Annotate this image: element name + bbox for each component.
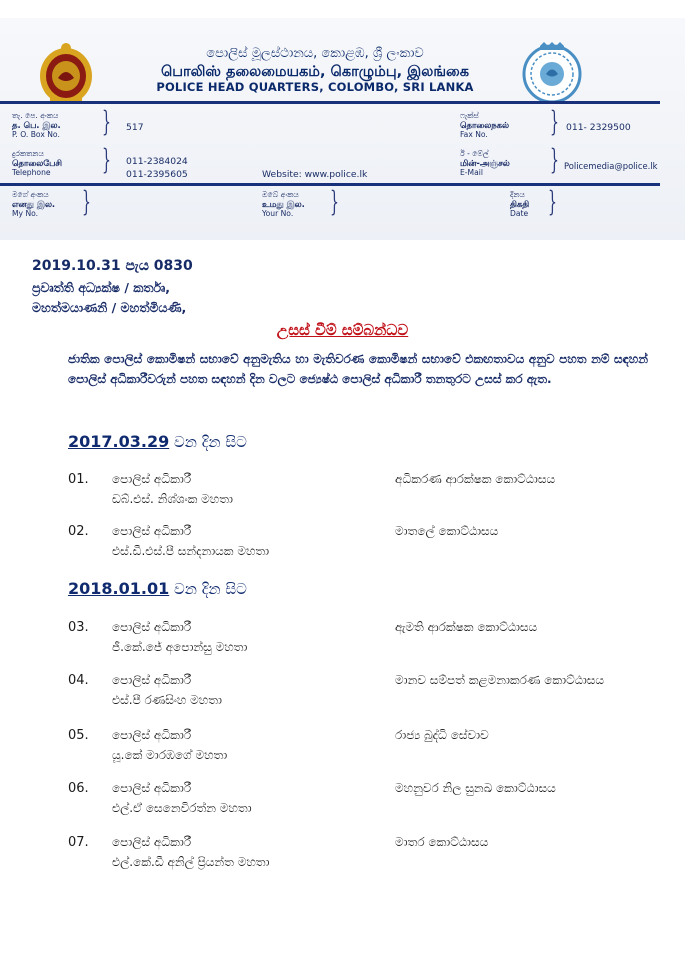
letterhead-title-english: POLICE HEAD QUARTERS, COLOMBO, SRI LANKA <box>156 80 474 94</box>
row-rank: පොලිස් අධිකාරී <box>112 835 192 849</box>
promotion-row <box>0 728 685 768</box>
row-number: 01. <box>68 472 89 487</box>
telephone-value-2: 011-2395605 <box>126 169 188 180</box>
promotion-row <box>0 472 685 512</box>
letterhead <box>0 0 685 240</box>
promotion-row <box>0 524 685 564</box>
row-number: 05. <box>68 728 89 743</box>
promotion-row <box>0 835 685 875</box>
row-name: එල්.කේ.ඩී අනිල් ප්‍රියන්ත මහතා <box>112 855 270 869</box>
row-number: 07. <box>68 835 89 850</box>
police-emblem-icon <box>520 38 584 106</box>
row-number: 02. <box>68 524 89 539</box>
fax-value: 011- 2329500 <box>566 122 631 133</box>
brace-decoration: } <box>550 105 559 138</box>
brace-decoration: } <box>330 185 339 218</box>
letter-date: 2019.10.31 පැය 0830 <box>32 258 193 274</box>
brace-decoration: } <box>102 143 111 176</box>
brace-decoration: } <box>550 143 559 176</box>
letterhead-title-sinhala: පොලිස් මූලස්ථානය, කොළඹ, ශ්‍රී ලංකාව <box>206 46 424 61</box>
row-name: ජී.කේ.ජේ අපොන්සු මහතා <box>112 640 248 654</box>
row-name: එස්.පී රණසිංහ මහතා <box>112 693 222 707</box>
row-division: අධිකරණ ආරක්ෂක කොට්ඨාසය <box>395 472 556 486</box>
recipient-line: ප්‍රවෘත්ති අධ්‍යක්ෂ / කර්තෘ, <box>32 280 170 295</box>
promotion-row <box>0 673 685 713</box>
section-heading-1: 2017.03.29 වන දින සිට <box>68 432 247 451</box>
row-name: එල්.ඒ සෙනෙවිරත්න මහතා <box>112 801 252 815</box>
row-division: මානව සම්පත් කළමනාකරණ කොට්ඨාසය <box>395 673 605 687</box>
row-name: යූ.කේ මාරඹගේ මහතා <box>112 748 228 762</box>
row-rank: පොලිස් අධිකාරී <box>112 781 192 795</box>
row-division: මාතර කොට්ඨාසය <box>395 835 489 849</box>
row-number: 03. <box>68 620 89 635</box>
pobox-label: තැ. පෙ. අංකය த. பெ. இல. P. O. Box No. <box>12 111 61 140</box>
promotion-row <box>0 781 685 821</box>
letterhead-title-tamil: பொலிஸ் தலைமையகம், கொழும்பு, இலங்கை <box>160 64 470 80</box>
sri-lanka-emblem-icon <box>36 40 96 108</box>
row-rank: පොලිස් අධිකාරී <box>112 524 192 538</box>
promotion-row <box>0 620 685 660</box>
brace-decoration: } <box>102 105 111 138</box>
brace-decoration: } <box>82 185 91 218</box>
date-label: දිනය திகதி Date <box>510 190 530 219</box>
row-rank: පොලිස් අධිකාරී <box>112 728 192 742</box>
website-text: Website: www.police.lk <box>262 169 368 180</box>
salutation-line: මහත්මයාණනි / මහත්මියණි, <box>32 300 187 315</box>
email-label: ඊ - මේල් மின்-அஞ்சல் E-Mail <box>460 149 510 178</box>
row-name: ඩබ්.එස්. නිශ්ශංක මහතා <box>112 492 233 506</box>
row-division: මහනුවර නිල සුනඛ කොට්ඨාසය <box>395 781 556 795</box>
your-no-label: ඔබේ අංකය உமது இல. Your No. <box>262 190 305 219</box>
my-no-label: මගේ අංකය எனது இல. My No. <box>12 190 56 219</box>
letter-paragraph: ජාතික පොලිස් කොමිෂන් සභාවේ අනුමැතිය හා මැතිවරණ කොමිෂන් සභාවේ එකඟතාවය අනුව පහත නම් සඳහන් පොලිස් අධිකාරීවරුන් පහත සඳහන් දින වලට ජ්‍යෙෂ්ඨ පොලිස් අධිකාරී තනතුරට උසස් කර ඇත. <box>68 352 648 386</box>
row-name: එස්.ඩී.එස්.පී සන්දනායක මහතා <box>112 544 270 558</box>
row-division: මාතලේ කොට්ඨාසය <box>395 524 499 538</box>
row-division: ඇමති ආරක්ෂක කොට්ඨාසය <box>395 620 538 634</box>
pobox-value: 517 <box>126 122 144 133</box>
row-rank: පොලිස් අධිකාරී <box>112 673 192 687</box>
row-number: 06. <box>68 781 89 796</box>
letter-subject: උසස් වීම් සම්බන්ධව <box>276 321 409 339</box>
row-division: රාජ්‍ය බුද්ධි සේවාව <box>395 728 489 742</box>
row-number: 04. <box>68 673 89 688</box>
row-rank: පොලිස් අධිකාරී <box>112 472 192 486</box>
brace-decoration: } <box>548 185 557 218</box>
telephone-value-1: 011-2384024 <box>126 156 188 167</box>
email-value: Policemedia@police.lk <box>564 161 658 171</box>
letterhead-rule-top <box>0 101 660 104</box>
row-rank: පොලිස් අධිකාරී <box>112 620 192 634</box>
telephone-label: දුරකතනය தொலைபேசி Telephone <box>12 149 62 178</box>
section-heading-2: 2018.01.01 වන දින සිට <box>68 579 247 598</box>
fax-label: ෆැක්ස් தொலைநகல் Fax No. <box>460 111 509 140</box>
